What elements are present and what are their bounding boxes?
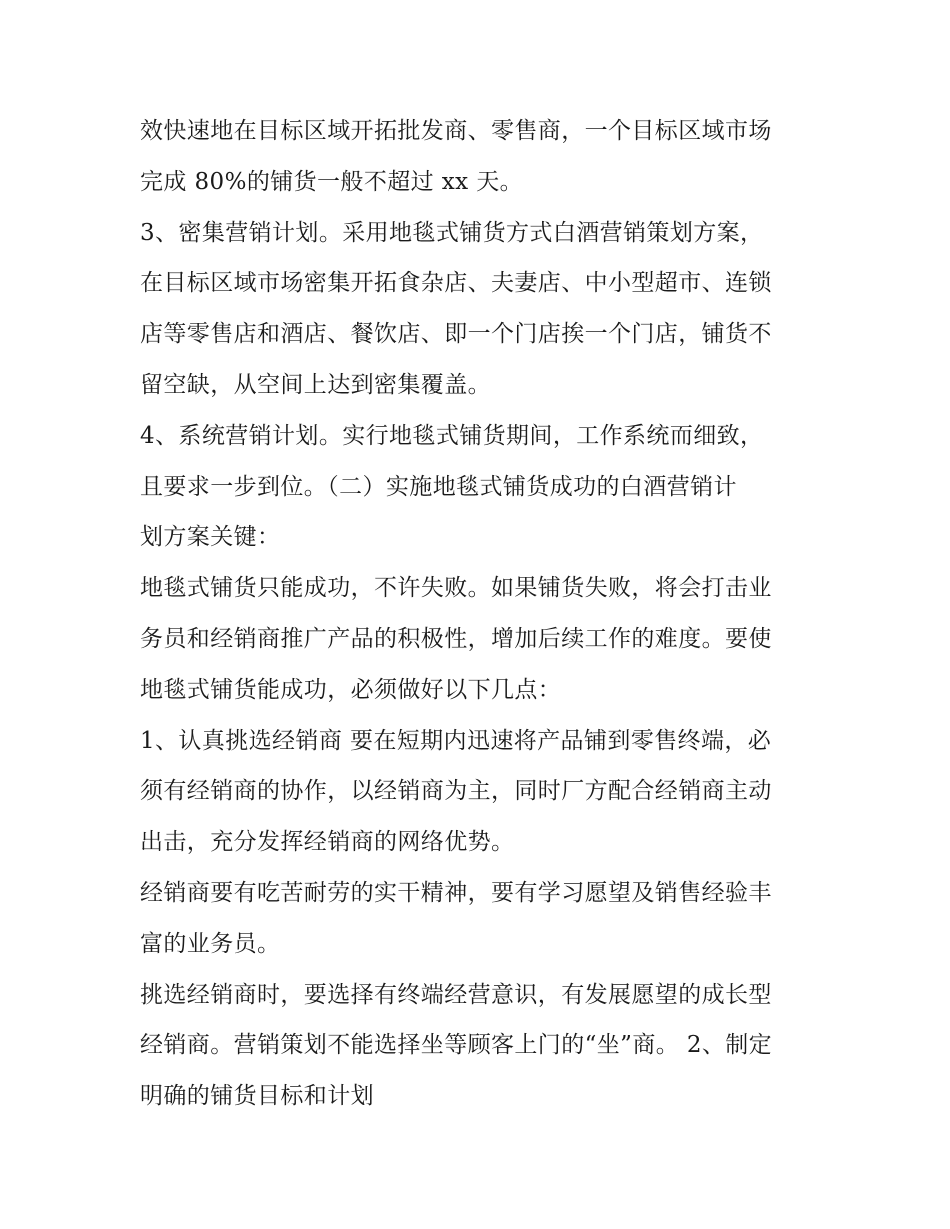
text-line: 挑选经销商时，要选择有终端经营意识，有发展愿望的成长型 (140, 981, 772, 1008)
text-line: 效快速地在目标区域开拓批发商、零售商，一个目标区域市场 (140, 118, 772, 144)
document-body (140, 106, 830, 1122)
text-line: 完成 80%的铺货一般不超过 xx 天。 (140, 168, 523, 195)
text-line: 经销商。营销策划不能选择坐等顾客上门的“坐”商。 2、制定 (140, 1032, 773, 1059)
text-line: 地毯式铺货只能成功，不许失败。如果铺货失败，将会打击业 (140, 575, 772, 602)
text-line: 明确的铺货目标和计划 (140, 1083, 374, 1110)
text-line: 店等零售店和酒店、餐饮店、即一个门店挨一个门店，铺货不 (140, 321, 772, 348)
text-line: 地毯式铺货能成功，必须做好以下几点： (140, 676, 562, 703)
text-line: 留空缺，从空间上达到密集覆盖。 (140, 371, 491, 398)
text-line: 且要求一步到位。（二）实施地毯式铺货成功的白酒营销计 (140, 473, 737, 500)
text-line: 3、密集营销计划。采用地毯式铺货方式白酒营销策划方案， (140, 219, 764, 246)
text-line: 须有经销商的协作，以经销商为主，同时厂方配合经销商主动 (140, 778, 772, 805)
text-line: 4、系统营销计划。实行地毯式铺货期间，工作系统而细致， (140, 422, 764, 449)
text-line: 务员和经销商推广产品的积极性，增加后续工作的难度。要使 (140, 625, 772, 652)
text-line: 划方案关键： (140, 524, 281, 551)
text-line: 经销商要有吃苦耐劳的实干精神，要有学习愿望及销售经验丰 (140, 879, 772, 906)
text-line: 富的业务员。 (140, 930, 281, 957)
text-line: 在目标区域市场密集开拓食杂店、夫妻店、中小型超市、连锁 (140, 270, 772, 297)
text-line: 出击，充分发挥经销商的网络优势。 (140, 829, 515, 856)
text-line: 1、认真挑选经销商 要在短期内迅速将产品铺到零售终端，必 (140, 727, 772, 754)
